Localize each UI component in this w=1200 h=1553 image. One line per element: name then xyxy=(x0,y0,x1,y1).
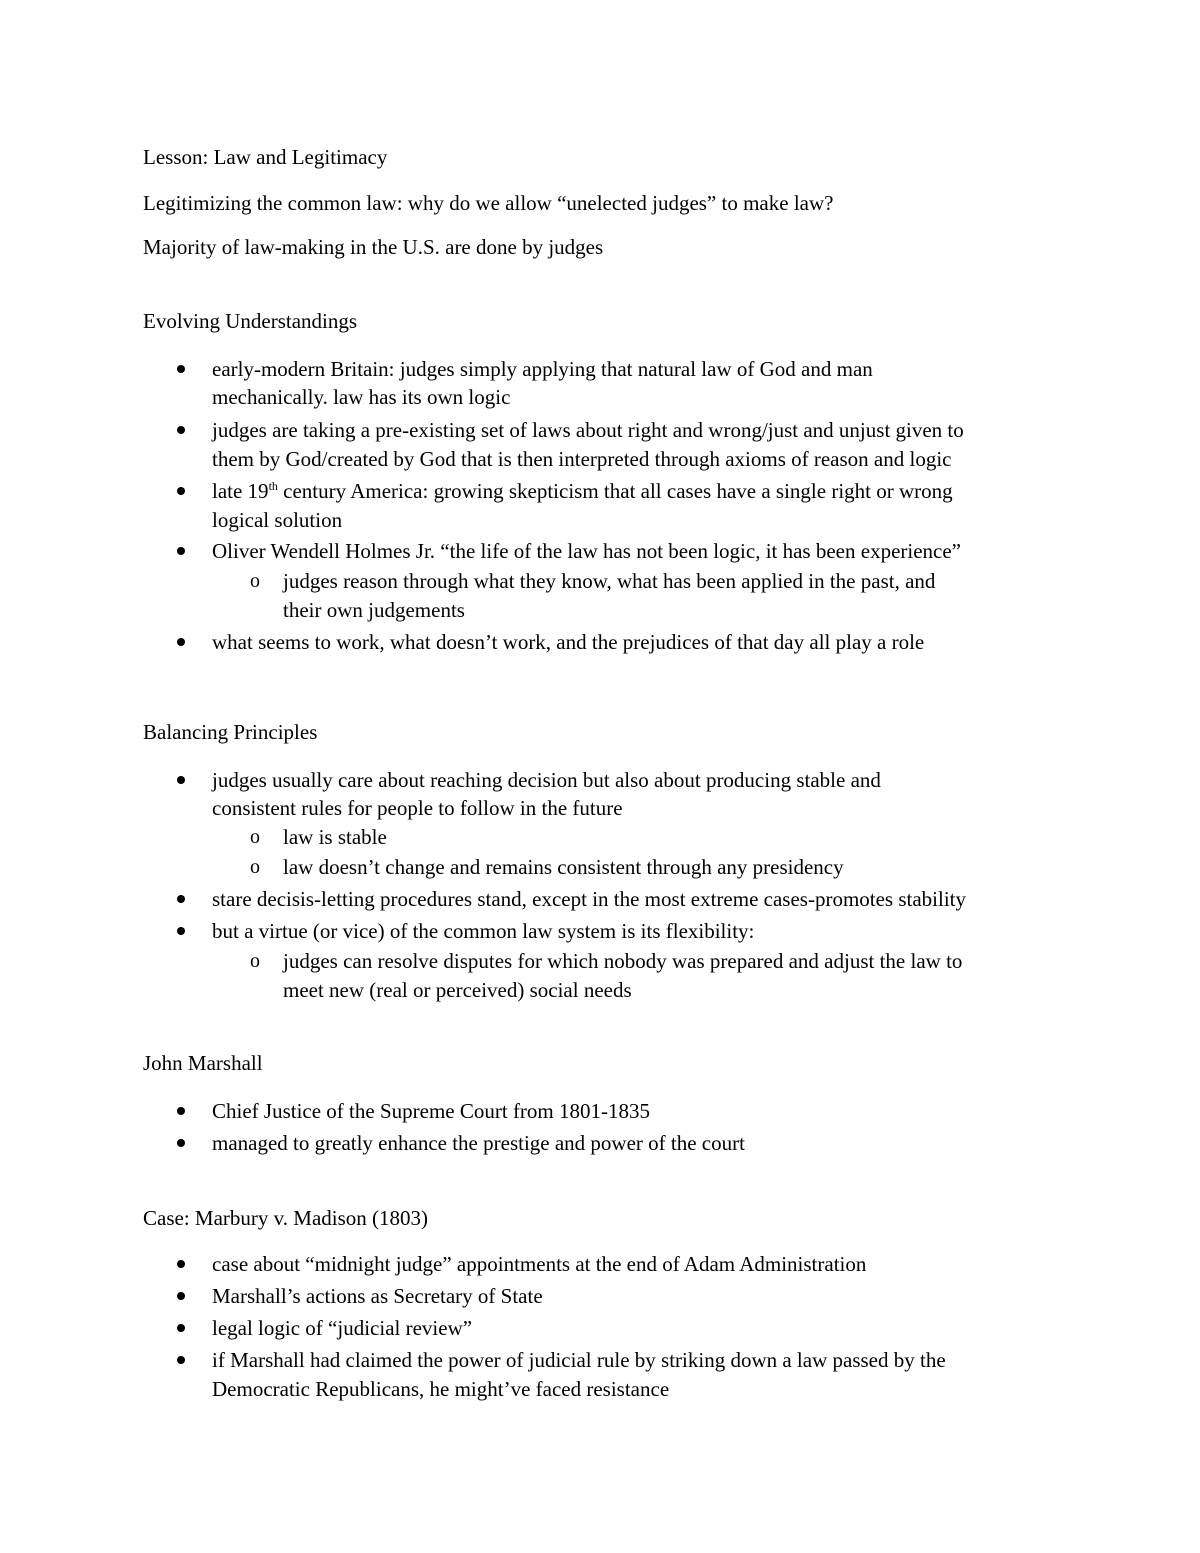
bullet-disc xyxy=(177,547,185,555)
balancing-bullet-2: stare decisis-letting procedures stand, except in the most extreme cases-promotes stability xyxy=(212,887,967,911)
bullet-disc xyxy=(177,1324,185,1332)
bullet-circle: o xyxy=(250,570,260,592)
intro-line-2: Majority of law-making in the U.S. are done by judges xyxy=(143,235,604,259)
evolving-bullet-3-line-2: logical solution xyxy=(212,508,343,532)
bullet-disc xyxy=(177,895,185,903)
marbury-bullet-2: Marshall’s actions as Secretary of State xyxy=(212,1284,543,1308)
bullet-circle: o xyxy=(250,856,260,878)
evolving-bullet-3-line-1 xyxy=(212,476,953,506)
evolving-bullet-2-line-2: them by God/created by God that is then interpreted through axioms of reason and logic xyxy=(212,447,952,471)
balancing-bullet-1-line-1: judges usually care about reaching decision but also about producing stable and xyxy=(212,768,881,792)
marbury-bullet-4-line-1: if Marshall had claimed the power of judicial rule by striking down a law passed by the xyxy=(212,1348,946,1372)
superscript: th xyxy=(268,479,278,493)
evolving-bullet-1-line-1: early-modern Britain: judges simply applying that natural law of God and man xyxy=(212,357,873,381)
bullet-disc xyxy=(177,927,185,935)
evolving-bullet-2-line-1: judges are taking a pre-existing set of laws about right and wrong/just and unjust given to xyxy=(212,418,964,442)
bullet-disc xyxy=(177,776,185,784)
bullet-disc xyxy=(177,365,185,373)
evolving-bullet-1-line-2: mechanically. law has its own logic xyxy=(212,385,511,409)
bullet-circle: o xyxy=(250,950,260,972)
evolving-bullet-5: what seems to work, what doesn’t work, and the prejudices of that day all play a role xyxy=(212,630,925,654)
bullet-disc xyxy=(177,1107,185,1115)
balancing-sub-bullet-3-line-1: judges can resolve disputes for which nobody was prepared and adjust the law to xyxy=(283,949,963,973)
bullet-disc xyxy=(177,1139,185,1147)
marshall-bullet-2: managed to greatly enhance the prestige and power of the court xyxy=(212,1131,745,1155)
balancing-sub-bullet-2: law doesn’t change and remains consistent through any presidency xyxy=(283,855,844,879)
bullet-circle: o xyxy=(250,826,260,848)
bullet-disc xyxy=(177,426,185,434)
text-part: late 19 xyxy=(212,479,269,503)
section-heading-marshall: John Marshall xyxy=(143,1051,263,1075)
bullet-disc xyxy=(177,1292,185,1300)
evolving-bullet-4: Oliver Wendell Holmes Jr. “the life of the law has not been logic, it has been experience” xyxy=(212,539,961,563)
marbury-bullet-4-line-2: Democratic Republicans, he might’ve faced resistance xyxy=(212,1377,670,1401)
balancing-sub-bullet-1: law is stable xyxy=(283,825,387,849)
marshall-bullet-1: Chief Justice of the Supreme Court from 1801-1835 xyxy=(212,1099,651,1123)
balancing-bullet-3: but a virtue (or vice) of the common law system is its flexibility: xyxy=(212,919,755,943)
marbury-bullet-3: legal logic of “judicial review” xyxy=(212,1316,473,1340)
section-heading-evolving: Evolving Understandings xyxy=(143,309,358,333)
bullet-disc xyxy=(177,1260,185,1268)
intro-line-1: Legitimizing the common law: why do we allow “unelected judges” to make law? xyxy=(143,191,834,215)
bullet-disc xyxy=(177,487,185,495)
text-part: century America: growing skepticism that all cases have a single right or wrong xyxy=(277,479,953,503)
section-heading-balancing: Balancing Principles xyxy=(143,720,318,744)
evolving-sub-bullet-1-line-2: their own judgements xyxy=(283,598,465,622)
balancing-bullet-1-line-2: consistent rules for people to follow in the future xyxy=(212,796,623,820)
section-heading-marbury: Case: Marbury v. Madison (1803) xyxy=(143,1206,429,1230)
bullet-disc xyxy=(177,1356,185,1364)
lesson-title: Lesson: Law and Legitimacy xyxy=(143,145,388,169)
balancing-sub-bullet-3-line-2: meet new (real or perceived) social needs xyxy=(283,978,632,1002)
marbury-bullet-1: case about “midnight judge” appointments at the end of Adam Administration xyxy=(212,1252,867,1276)
evolving-sub-bullet-1-line-1: judges reason through what they know, what has been applied in the past, and xyxy=(283,569,936,593)
bullet-disc xyxy=(177,638,185,646)
